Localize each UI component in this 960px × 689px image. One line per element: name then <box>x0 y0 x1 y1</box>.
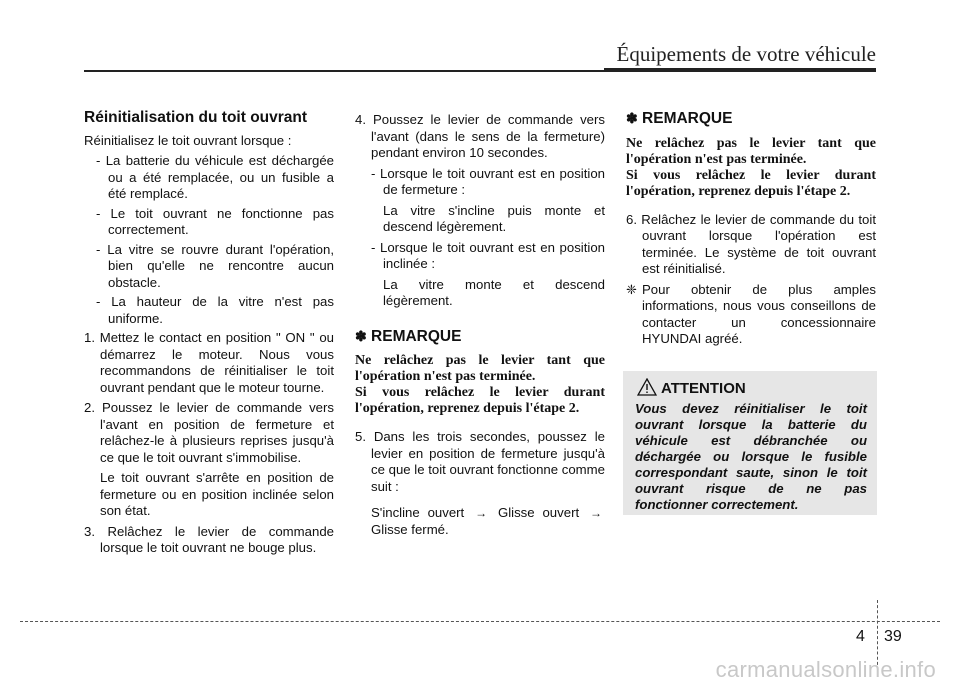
note-line: Ne relâchez pas le levier tant que <box>626 135 876 151</box>
arrow-right-icon: → <box>475 506 488 520</box>
tip-text: Pour obtenir de plus amples informations, nous vous conseillons de contacter un concessionnaire HYUNDAI agréé. <box>642 281 876 346</box>
note-heading <box>626 110 876 128</box>
note-star-icon: ✽ <box>355 327 367 344</box>
note-line: Ne relâchez pas le levier tant que <box>355 353 605 368</box>
note-body <box>626 136 876 200</box>
case-closed-result: La vitre s'incline puis monte et descend légèrement. <box>383 202 605 234</box>
note-title: REMARQUE <box>371 327 462 345</box>
column-left <box>84 110 334 561</box>
footer-rule <box>20 621 940 622</box>
column-right <box>626 110 876 348</box>
condition-item: - La batterie du véhicule est déchargée ou a été remplacée, ou un fusible a été remplacé. <box>96 153 334 201</box>
note-line: l'opération, reprenez depuis l'étape 2. <box>355 401 580 416</box>
note-body <box>355 353 605 417</box>
column-middle <box>355 112 605 542</box>
note-title: REMARQUE <box>642 110 733 127</box>
sequence-tilt: S'incline ouvert <box>371 505 465 520</box>
movement-sequence <box>371 505 605 538</box>
watermark: carmanualsonline.info <box>715 657 936 682</box>
sequence-slide-closed: Glisse fermé. <box>371 521 449 537</box>
note-heading <box>355 328 605 346</box>
step-1: 1. Mettez le contact en position " ON " ou démarrez le moteur. Nous vous recommandons de réinitialiser le toit ouvrant pendant que le moteur tourne. <box>84 330 334 395</box>
case-closed: - Lorsque le toit ouvrant est en position de fermeture : <box>371 165 605 197</box>
header-rule-accent <box>604 68 876 72</box>
info-tip <box>626 282 876 348</box>
note-line: l'opération n'est pas terminée. <box>355 369 536 384</box>
note-line: l'opération, reprenez depuis l'étape 2. <box>626 183 851 199</box>
step-2-continued: Le toit ouvrant s'arrête en position de fermeture ou en position inclinée selon son état. <box>100 470 334 518</box>
condition-item: - Le toit ouvrant ne fonctionne pas correctement. <box>96 205 334 237</box>
condition-item: - La hauteur de la vitre n'est pas uniforme. <box>96 294 334 326</box>
section-heading: Réinitialisation du toit ouvrant <box>84 109 308 126</box>
note-line: Si vous relâchez le levier durant <box>355 385 605 400</box>
chapter-number: 4 <box>856 628 865 645</box>
step-5: 5. Dans les trois secondes, poussez le levier en position de fermeture jusqu'à ce que le toit ouvrant fonctionne comme suit : <box>355 429 605 494</box>
arrow-right-icon: → <box>590 506 602 520</box>
note-star-icon: ✽ <box>626 110 638 126</box>
attention-body: Vous devez réinitialiser le toit ouvrant lorsque la batterie du véhicule est débranchée ou déchargée ou lorsque le fusible correspondant saute, sinon le toit ouvrant risque de ne pas fonctionner correctement. <box>635 401 867 512</box>
page-number: 39 <box>884 628 902 645</box>
note-line: Si vous relâchez le levier durant <box>626 167 876 183</box>
sequence-slide-open: Glisse ouvert <box>497 505 580 520</box>
note-line: l'opération n'est pas terminée. <box>626 151 807 167</box>
attention-box <box>623 371 877 515</box>
attention-title: ATTENTION <box>661 380 746 397</box>
section-title: Équipements de votre véhicule <box>616 42 876 66</box>
step-3: 3. Relâchez le levier de commande lorsque le toit ouvrant ne bouge plus. <box>84 523 334 555</box>
case-tilted-result: La vitre monte et descend légèrement. <box>383 276 605 308</box>
tip-icon: ❈ <box>626 281 638 297</box>
intro-text: Réinitialisez le toit ouvrant lorsque : <box>84 132 292 148</box>
case-tilted: - Lorsque le toit ouvrant est en position inclinée : <box>371 239 605 271</box>
step-6: 6. Relâchez le levier de commande du toit ouvrant lorsque l'opération est terminée. Le système de toit ouvrant est réinitialisé. <box>626 211 876 276</box>
warning-triangle-icon <box>637 378 657 396</box>
step-2: 2. Poussez le levier de commande vers l'avant en position de fermeture et relâchez-le à plusieurs reprises jusqu'à ce que le toit ouvrant s'immobilise. <box>84 400 334 465</box>
step-4: 4. Poussez le levier de commande vers l'avant (dans le sens de la fermeture) pendant environ 10 secondes. <box>355 112 605 160</box>
condition-item: - La vitre se rouvre durant l'opération, bien qu'elle ne rencontre aucun obstacle. <box>96 241 334 290</box>
